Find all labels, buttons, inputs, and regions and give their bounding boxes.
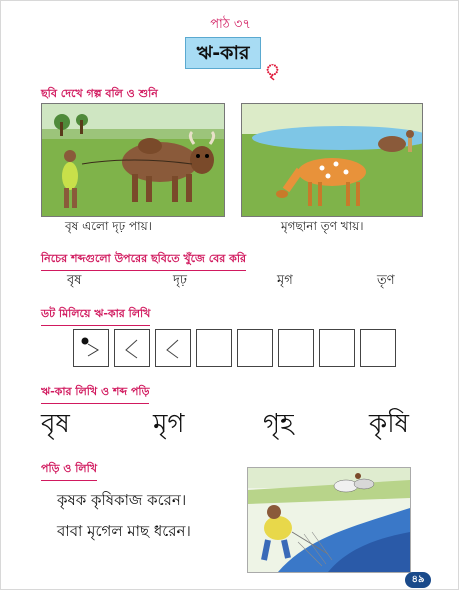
find-word-4: তৃণ (377, 273, 395, 288)
bull-farmer-drawing (42, 104, 224, 216)
find-word-1: বৃষ (67, 273, 82, 288)
trace-box-1[interactable] (73, 329, 109, 367)
deer-grazing-illustration (241, 103, 423, 217)
caption-bull: বৃষ এলো দৃঢ় পায়। (65, 219, 152, 233)
section-heading-trace: ডট মিলিয়ে ঋ-কার লিখি (41, 305, 150, 326)
trace-stroke-icon (115, 330, 149, 366)
lesson-title: ঋ-কার (185, 37, 261, 69)
section-heading-write-read: ঋ-কার লিখি ও শব্দ পড়ি (41, 383, 149, 404)
section-heading-find-words: নিচের শব্দগুলো উপরের ছবিতে খুঁজে বের করি (41, 250, 246, 271)
big-word-4: কৃষি (369, 409, 409, 439)
fishing-drawing (248, 468, 410, 572)
trace-box-6[interactable] (278, 329, 314, 367)
bull-farmer-illustration (41, 103, 225, 217)
section-heading-read-write: পড়ি ও লিখি (41, 460, 97, 481)
dot-guide-icon (74, 330, 108, 366)
page-number: ৪৯ (405, 572, 431, 588)
big-word-2: মৃগ (153, 409, 185, 439)
find-word-3: মৃগ (277, 273, 293, 288)
deer-grazing-drawing (242, 104, 422, 216)
trace-box-4[interactable] (196, 329, 232, 367)
section-heading-picture-story: ছবি দেখে গল্প বলি ও শুনি (41, 85, 158, 106)
lesson-number: পাঠ ৩৭ (210, 17, 251, 32)
trace-box-5[interactable] (237, 329, 273, 367)
kar-sign: ৃ (265, 60, 280, 79)
find-word-2: দৃঢ় (173, 273, 187, 288)
big-word-1: বৃষ (41, 409, 70, 439)
trace-box-8[interactable] (360, 329, 396, 367)
caption-deer: মৃগছানা তৃণ খায়। (281, 219, 364, 233)
trace-box-2[interactable] (114, 329, 150, 367)
sentence-2: বাবা মৃগেল মাছ ধরেন। (57, 522, 191, 540)
sentence-1: কৃষক কৃষিকাজ করেন। (57, 491, 187, 509)
trace-box-7[interactable] (319, 329, 355, 367)
fishing-illustration (247, 467, 411, 573)
trace-box-3[interactable] (155, 329, 191, 367)
big-word-3: গৃহ (263, 409, 294, 439)
trace-stroke-icon (156, 330, 190, 366)
